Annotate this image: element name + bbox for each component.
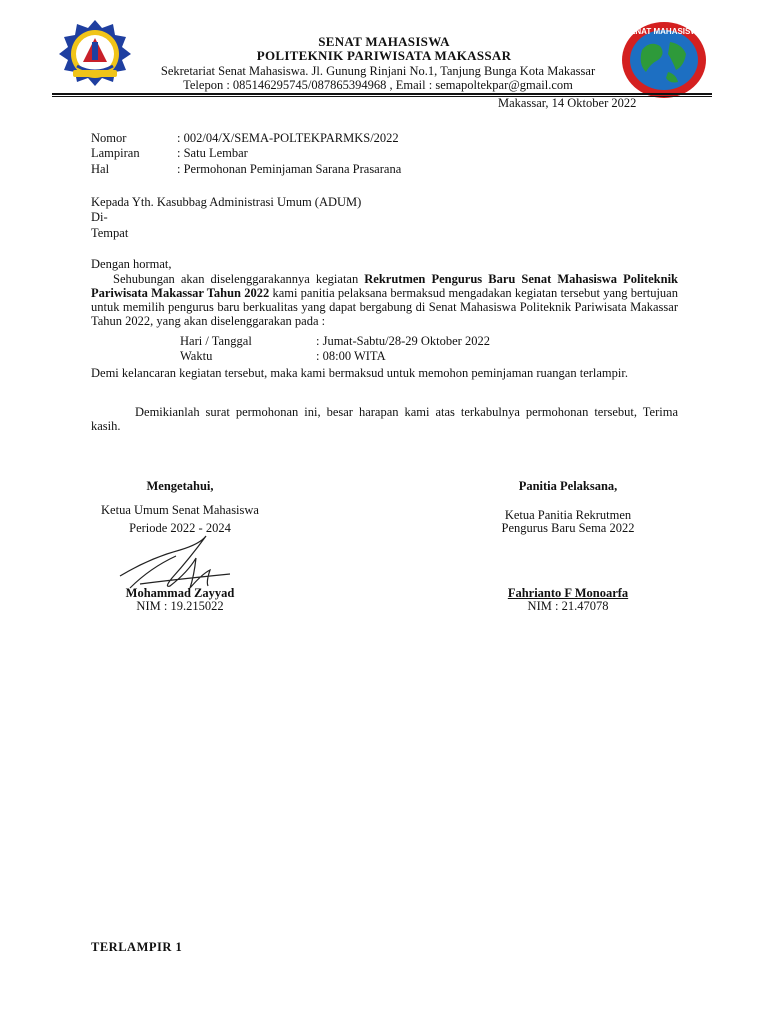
paragraph-closing: Demikianlah surat permohonan ini, besar harapan kami atas terkabulnya permohonan tersebut, Terima kasih. <box>91 405 678 433</box>
day-value: : Jumat-Sabtu/28-29 Oktober 2022 <box>316 334 490 348</box>
day-label: Hari / Tanggal <box>180 334 252 348</box>
address-line: Sekretariat Senat Mahasiswa. Jl. Gunung Rinjani No.1, Tanjung Bunga Kota Makassar <box>160 64 596 78</box>
paragraph-intro <box>91 272 678 328</box>
recipient-line-2: Di- <box>91 210 108 224</box>
recipient-line-1: Kepada Yth. Kasubbag Administrasi Umum (ADUM) <box>91 195 362 209</box>
left-signature-role: Ketua Umum Senat Mahasiswa <box>101 503 259 517</box>
right-signature-period: Pengurus Baru Sema 2022 <box>501 521 635 535</box>
right-signature-role: Ketua Panitia Rekrutmen <box>504 508 632 522</box>
lampiran-value: : Satu Lembar <box>177 146 248 160</box>
left-signer-nim: NIM : 19.215022 <box>136 599 224 613</box>
hal-label: Hal <box>91 162 110 176</box>
nomor-label: Nomor <box>91 131 127 145</box>
time-value: : 08:00 WITA <box>316 349 386 363</box>
meta-lampiran <box>91 146 248 161</box>
right-signature-heading: Panitia Pelaksana, <box>518 479 618 493</box>
paragraph-request: Demi kelancaran kegiatan tersebut, maka kami bermaksud untuk memohon peminjaman ruangan terlampir. <box>91 366 628 380</box>
intro-text-post: kami panitia pelaksana bermaksud mengadakan kegiatan tersebut yang bertujuan untuk memilih pengurus baru berkualitas yang dapat bergabung di Senat Mahasiswa Politeknik Pariwisata Makassar Tahun 2022, yang akan diselenggarakan pada : <box>91 286 678 328</box>
left-signature-period: Periode 2022 - 2024 <box>129 521 231 535</box>
attachment-label: TERLAMPIR 1 <box>91 940 183 954</box>
meta-hal <box>91 162 401 177</box>
greeting: Dengan hormat, <box>91 257 172 271</box>
institution-name: POLITEKNIK PARIWISATA MAKASSAR <box>256 48 512 63</box>
hal-value: : Permohonan Peminjaman Sarana Prasarana <box>177 162 402 176</box>
intro-text-pre: Sehubungan akan diselenggarakannya kegiatan <box>113 272 365 286</box>
event-name: Rekrutmen Pengurus Baru Senat Mahasiswa Politeknik Pariwisata Makassar Tahun 2022 <box>91 272 678 300</box>
time-label: Waktu <box>180 349 213 363</box>
left-signer-name: Mohammad Zayyad <box>125 586 235 600</box>
left-signature-heading: Mengetahui, <box>146 479 214 493</box>
nomor-value: : 002/04/X/SEMA-POLTEKPARMKS/2022 <box>177 131 399 145</box>
recipient-line-3: Tempat <box>91 226 129 240</box>
organization-name: SENAT MAHASISWA <box>318 34 450 49</box>
letter-date: Makassar, 14 Oktober 2022 <box>498 96 637 110</box>
lampiran-label: Lampiran <box>91 146 140 160</box>
meta-nomor <box>91 131 399 146</box>
right-signer-nim: NIM : 21.47078 <box>527 599 609 613</box>
contact-line: Telepon : 085146295745/087865394968 , Email : semapoltekpar@gmail.com <box>183 78 573 92</box>
schedule-day <box>180 334 490 349</box>
logo-lettering: SENAT MAHASISWA <box>624 27 704 36</box>
schedule-time <box>180 349 386 364</box>
right-signer-name: Fahrianto F Monoarfa <box>507 586 629 600</box>
header-rule <box>52 93 712 95</box>
